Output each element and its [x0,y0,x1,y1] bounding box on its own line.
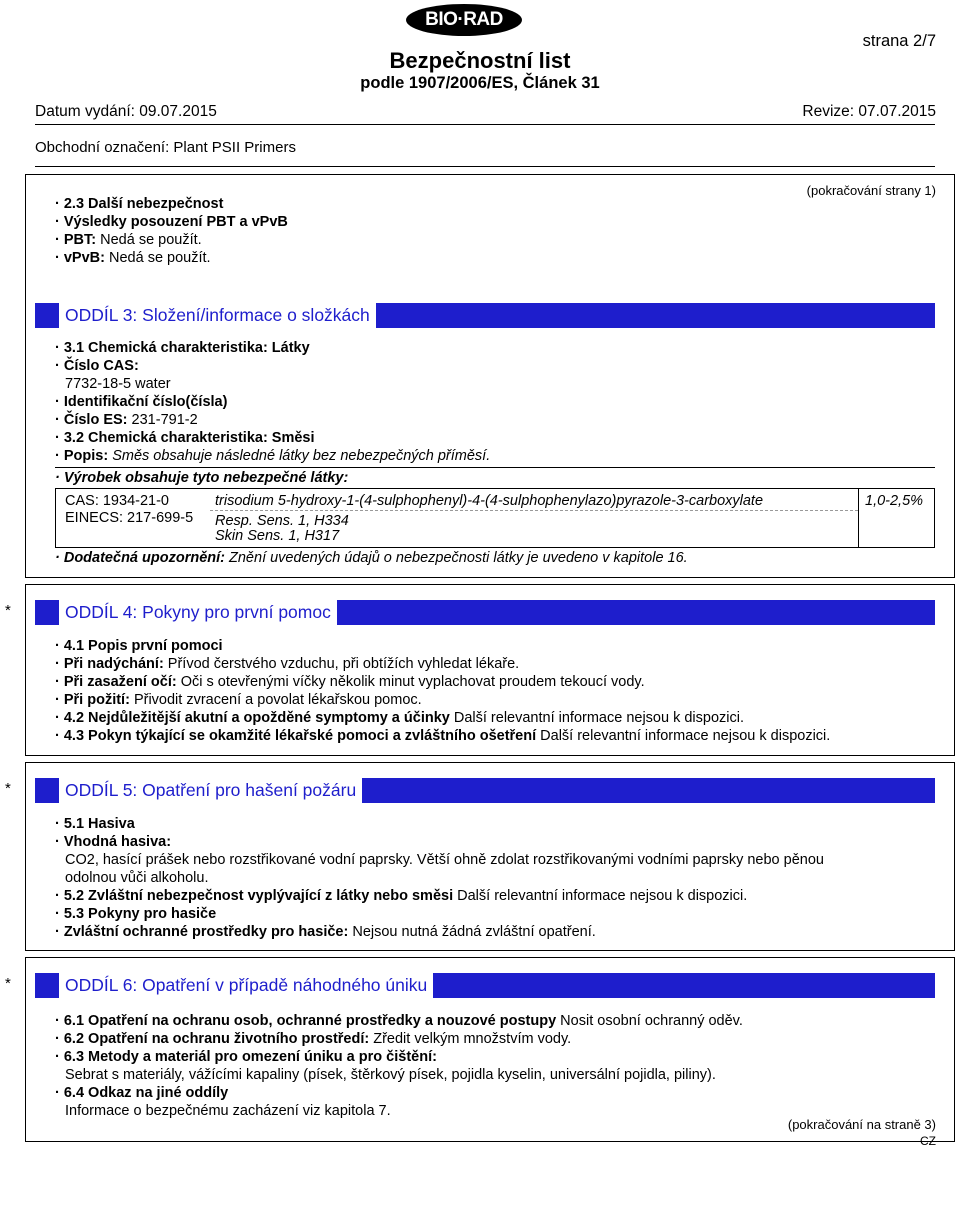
header-divider [35,124,935,125]
s5-line-7: · Zvláštní ochranné prostředky pro hasiče: Nejsou nutná žádná zvláštní opatření. [55,924,596,940]
section-3-title: ODDÍL 3: Složení/informace o složkách [59,303,376,328]
s5-line-4: odolnou vůči alkoholu. [65,870,209,886]
substance-name: trisodium 5-hydroxy-1-(4-sulphophenyl)-4-(4-sulphophenylazo)pyrazole-3-carboxylate [215,493,764,509]
s5-line-6: · 5.3 Pokyny pro hasiče [55,906,217,922]
section-6-title: ODDÍL 6: Opatření v případě náhodného úniku [59,973,433,998]
s6-line-6: Informace o bezpečnému zacházení viz kapitola 7. [65,1103,391,1119]
concentration: 1,0-2,5% [865,493,924,509]
classification-2: Skin Sens. 1, H317 [215,528,340,544]
document-title: Bezpečnostní list [389,48,571,73]
s4-line-2: · Při nadýchání: Přívod čerstvého vzduchu, při obtížích vyhledat lékaře. [55,656,520,672]
s4-changed-marker: * [5,602,11,619]
s2-line-4: · vPvB: Nedá se použít. [55,250,211,266]
s6-line-4: Sebrat s materiály, vážícími kapaliny (písek, štěrkový písek, pojidla kyselin, universální pojidla, piliny). [65,1067,716,1083]
s4-line-6: · 4.3 Pokyn týkající se okamžité lékařské pomoci a zvláštního ošetření Další relevantní informace nejsou k dispozici. [55,728,831,744]
section-3-header [35,303,935,328]
s3-additional-note: · Dodatečná upozornění: Znění uvedených údajů o nebezpečnosti látky je uvedeno v kapitole 16. [55,550,688,566]
s6-line-3: · 6.3 Metody a materiál pro omezení úniku a pro čištění: [55,1049,437,1065]
s2-line-1: · 2.3 Další nebezpečnost [55,196,224,212]
s6-line-5: · 6.4 Odkaz na jiné oddíly [55,1085,229,1101]
cas-number: CAS: 1934-21-0 [65,493,169,509]
s3-line-8: · Výrobek obsahuje tyto nebezpečné látky: [55,470,349,486]
bio-rad-logo: BIO·RAD [406,4,522,36]
s6-line-2: · 6.2 Opatření na ochranu životního prostředí: Zředit velkým množstvím vody. [55,1031,572,1047]
s5-changed-marker: * [5,780,11,797]
s3-line-7: · Popis: Směs obsahuje následné látky bez nebezpečných příměsí. [55,448,491,464]
s6-changed-marker: * [5,975,11,992]
components-dashed-line [210,510,858,511]
section-4-title: ODDÍL 4: Pokyny pro první pomoc [59,600,337,625]
document-subtitle: podle 1907/2006/ES, Článek 31 [360,74,600,92]
s3-line-1: · 3.1 Chemická charakteristika: Látky [55,340,310,356]
language-code: CZ [920,1134,936,1148]
s4-line-4: · Při požití: Přivodit zvracení a povolat lékařskou pomoc. [55,692,422,708]
s3-line-3: 7732-18-5 water [65,376,171,392]
s4-line-3: · Při zasažení očí: Oči s otevřenými víčky několik minut vyplachovat proudem tekoucí vody. [55,674,645,690]
section-6-header [35,973,935,998]
trade-name-divider [35,166,935,167]
s2-line-3: · PBT: Nedá se použít. [55,232,202,248]
components-top-divider [55,467,935,468]
s3-line-4: · Identifikační číslo(čísla) [55,394,228,410]
s3-line-5: · Číslo ES: 231-791-2 [55,412,198,428]
section-5-header [35,778,935,803]
section-5-title: ODDÍL 5: Opatření pro hašení požáru [59,778,362,803]
components-column-divider [858,488,859,548]
s5-line-3: CO2, hasící prášek nebo rozstřikované vodní paprsky. Větší ohně zdolat rozstřikovanými vodními paprsky nebo pěnou [65,852,824,868]
continued-from: (pokračování strany 1) [806,183,936,198]
section-4-header [35,600,935,625]
s6-line-1: · 6.1 Opatření na ochranu osob, ochranné prostředky a nouzové postupy Nosit osobní ochranný oděv. [55,1013,743,1029]
s4-line-1: · 4.1 Popis první pomoci [55,638,223,654]
revision-date: Revize: 07.07.2015 [802,103,936,120]
s2-line-2: · Výsledky posouzení PBT a vPvB [55,214,288,230]
einecs-number: EINECS: 217-699-5 [65,510,194,526]
s4-line-5: · 4.2 Nejdůležitější akutní a opožděné symptomy a účinky Další relevantní informace nejsou k dispozici. [55,710,744,726]
classification-1: Resp. Sens. 1, H334 [215,513,349,529]
continued-to: (pokračování na straně 3) [787,1117,936,1132]
s5-line-2: · Vhodná hasiva: [55,834,172,850]
page-number: strana 2/7 [862,32,936,50]
s5-line-5: · 5.2 Zvláštní nebezpečnost vyplývající z látky nebo směsi Další relevantní informace nejsou k dispozici. [55,888,748,904]
trade-name: Obchodní označení: Plant PSII Primers [35,139,296,156]
s5-line-1: · 5.1 Hasiva [55,816,135,832]
date-issued: Datum vydání: 09.07.2015 [35,103,217,120]
s3-line-6: · 3.2 Chemická charakteristika: Směsi [55,430,315,446]
s3-line-2: · Číslo CAS: [55,358,139,374]
